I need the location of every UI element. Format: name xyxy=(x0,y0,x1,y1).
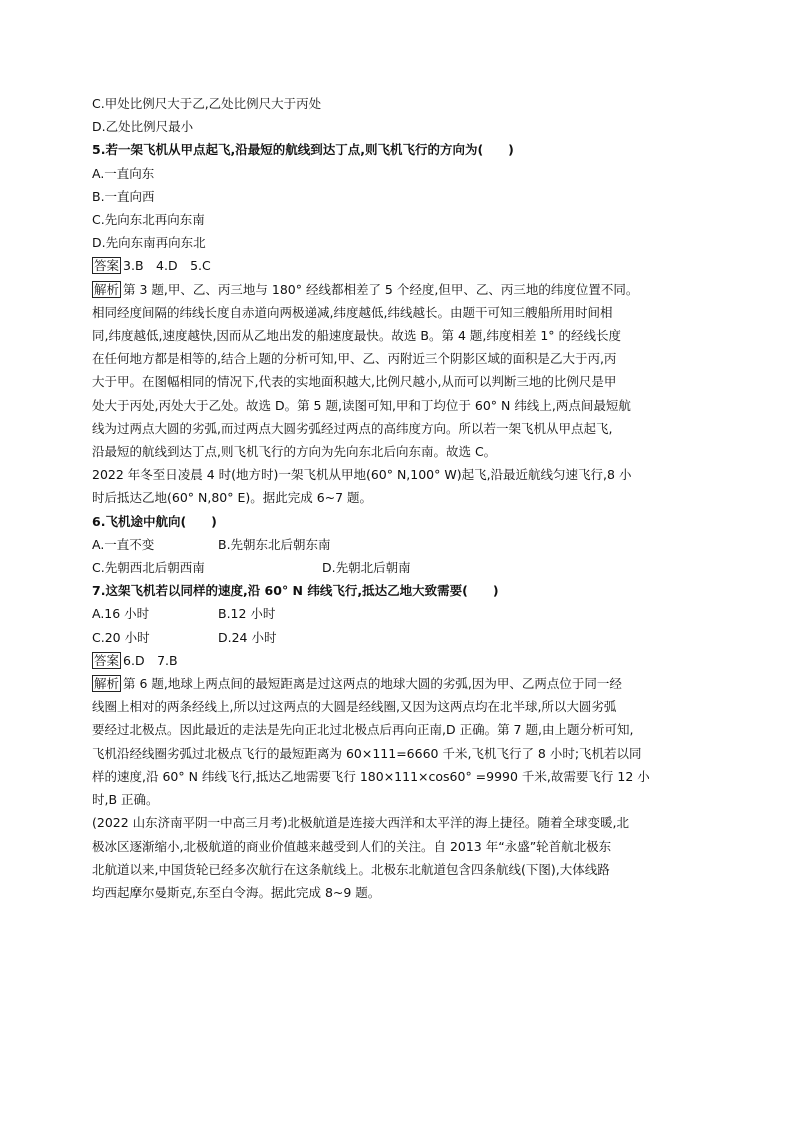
q4-option-c: C.甲处比例尺大于乙,乙处比例尺大于丙处 xyxy=(92,96,322,111)
analysis-line: 线圈上相对的两条经线上,所以过这两点的大圆是经线圈,又因为这两点均在北半球,所以大圆劣弧 xyxy=(92,699,617,715)
analysis-line: 线为过两点大圆的劣弧,而过两点大圆劣弧经过两点的高纬度方向。所以若一架飞机从甲点起飞, xyxy=(92,420,613,436)
q5-option-d: D.先向东南再向东北 xyxy=(92,235,206,251)
q5-option-b: B.一直向西 xyxy=(92,188,155,204)
q5-stem: 5.若一架飞机从甲点起飞,沿最短的航线到达丁点,则飞机飞行的方向为( ) xyxy=(92,142,514,158)
analysis-tag: 解析 xyxy=(94,676,120,692)
answer-text: 3.B 4.D 5.C xyxy=(123,258,211,274)
q6-option-d: D.先朝北后朝南 xyxy=(322,560,411,576)
analysis-block-2 xyxy=(92,672,704,811)
q6-option-a: A.一直不变 xyxy=(92,536,155,552)
answer-tag: 答案 xyxy=(94,652,120,668)
q6-options-row2 xyxy=(92,556,704,579)
intro-line: (2022 山东济南平阴一中高三月考)北极航道是连接大西洋和太平洋的海上捷径。随着全球变暖,北 xyxy=(92,815,630,831)
intro-line: 2022 年冬至日凌晨 4 时(地方时)一架飞机从甲地(60° N,100° W)起飞,沿最近航线匀速飞行,8 小 xyxy=(92,467,632,483)
answer-block-2 xyxy=(92,649,704,672)
q6-stem: 6.飞机途中航向( ) xyxy=(92,513,217,529)
q7-option-c: C.20 小时 xyxy=(92,629,150,645)
q6-option-c: C.先朝西北后朝西南 xyxy=(92,560,205,576)
analysis-line: 飞机沿经线圈劣弧过北极点飞行的最短距离为 60×111=6660 千米,飞机飞行了 8 小时;飞机若以同 xyxy=(92,745,642,761)
analysis-line: 要经过北极点。因此最近的走法是先向正北过北极点后再向正南,D 正确。第 7 题,由上题分析可知, xyxy=(92,722,634,738)
q6-options-row1 xyxy=(92,533,704,556)
analysis-line: 时,B 正确。 xyxy=(92,792,159,808)
q5-option-a: A.一直向东 xyxy=(92,165,155,181)
analysis-tag: 解析 xyxy=(94,281,120,297)
analysis-line: 第 3 题,甲、乙、丙三地与 180° 经线都相差了 5 个经度,但甲、乙、丙三地的纬度位置不同。 xyxy=(123,281,639,297)
answer-text: 6.D 7.B xyxy=(123,652,178,668)
analysis-line: 大于甲。在图幅相同的情况下,代表的实地面积越大,比例尺越小,从而可以判断三地的比例尺是甲 xyxy=(92,374,617,390)
q7-option-d: D.24 小时 xyxy=(218,629,277,645)
analysis-block-1 xyxy=(92,278,704,464)
analysis-line: 处大于丙处,丙处大于乙处。故选 D。第 5 题,读图可知,甲和丁均位于 60° N 纬线上,两点间最短航 xyxy=(92,397,631,413)
q7-option-b: B.12 小时 xyxy=(218,606,276,622)
q7-options-row1 xyxy=(92,602,704,625)
intro-line: 时后抵达乙地(60° N,80° E)。据此完成 6~7 题。 xyxy=(92,490,373,506)
analysis-line: 同,纬度越低,速度越快,因而从乙地出发的船速度最快。故选 B。第 4 题,纬度相差 1° 的经线长度 xyxy=(92,328,621,344)
analysis-line: 在任何地方都是相等的,结合上题的分析可知,甲、乙、丙附近三个阴影区域的面积是乙大于丙,丙 xyxy=(92,351,617,367)
intro-line: 均西起摩尔曼斯克,东至白令海。据此完成 8~9 题。 xyxy=(92,884,381,900)
q5-option-c: C.先向东北再向东南 xyxy=(92,212,205,228)
q7-option-a: A.16 小时 xyxy=(92,606,150,622)
analysis-line: 样的速度,沿 60° N 纬线飞行,抵达乙地需要飞行 180×111×cos60° =9990 千米,故需要飞行 12 小 xyxy=(92,768,650,784)
q6-option-b: B.先朝东北后朝东南 xyxy=(218,536,331,552)
answer-block-1 xyxy=(92,254,704,277)
answer-tag: 答案 xyxy=(94,258,120,274)
q7-stem: 7.这架飞机若以同样的速度,沿 60° N 纬线飞行,抵达乙地大致需要( ) xyxy=(92,583,499,599)
q7-options-row2 xyxy=(92,626,704,649)
intro-line: 北航道以来,中国货轮已经多次航行在这条航线上。北极东北航道包含四条航线(下图),大体线路 xyxy=(92,861,610,877)
document-page xyxy=(92,92,704,904)
intro-line: 极冰区逐渐缩小,北极航道的商业价值越来越受到人们的关注。自 2013 年“永盛”轮首航北极东 xyxy=(92,838,612,854)
analysis-line: 沿最短的航线到达丁点,则飞机飞行的方向为先向东北后向东南。故选 C。 xyxy=(92,444,497,460)
analysis-line: 第 6 题,地球上两点间的最短距离是过这两点的地球大圆的劣弧,因为甲、乙两点位于同一经 xyxy=(123,676,622,692)
analysis-line: 相同经度间隔的纬线长度自赤道向两极递减,纬度越低,纬线越长。由题干可知三艘船所用时间相 xyxy=(92,304,613,320)
q4-option-d: D.乙处比例尺最小 xyxy=(92,119,194,135)
